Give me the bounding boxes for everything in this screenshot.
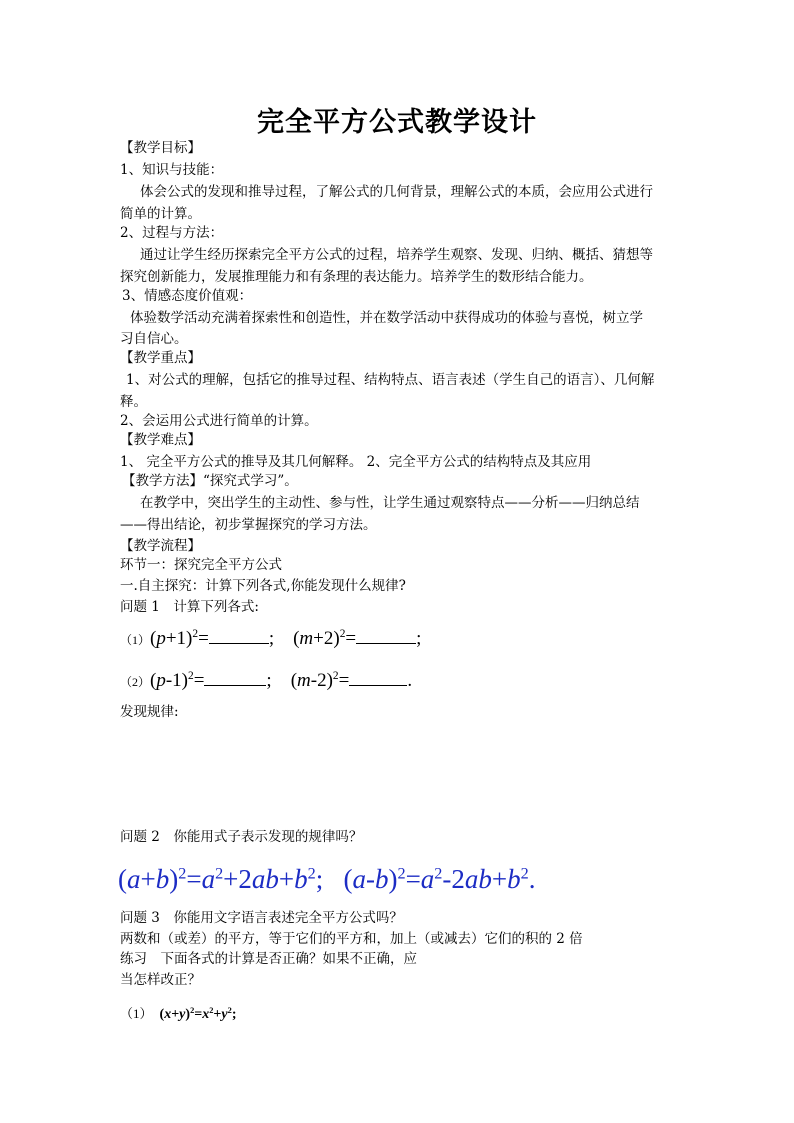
self-explore-prompt: 一.自主探究：计算下列各式,你能发现什么规律?: [120, 578, 406, 594]
method-line-2: ——得出结论，初步掌握探究的学习方法。: [120, 517, 377, 533]
key-points-heading: 【教学重点】: [120, 350, 201, 366]
practice-formula-1: （1） $(x+y)^2=x^2+y^2$;: [120, 1005, 237, 1022]
objective-2-heading: 2、过程与方法：: [120, 225, 224, 241]
row-2-label: （2）: [120, 675, 151, 689]
formula-row-2: $(2)(p-1)^2=$ ; $(m-2)^2=$ .: [120, 670, 413, 691]
flow-heading: 【教学流程】: [120, 538, 201, 554]
formula-row-1: $(1)(p+1)^2=$ ; $(m+2)^2=$ ;: [120, 628, 422, 649]
practice-1-label: （1）: [120, 1006, 153, 1021]
objective-2-line-2: 探究创新能力，发展推理能力和有条理的表达能力。培养学生的数形结合能力。: [120, 269, 593, 285]
objective-1-line-2: 简单的计算。: [120, 206, 201, 222]
difficulties-heading: 【教学难点】: [120, 432, 201, 448]
objective-3-line-2: 习自信心。: [120, 331, 188, 347]
difficulty-line-1: 1、 完全平方公式的推导及其几何解释。 2、完全平方公式的结构特点及其应用: [120, 454, 592, 470]
objective-1-heading: 1、知识与技能：: [120, 162, 224, 178]
practice-line-1: 练习 下面各式的计算是否正确？如果不正确，应: [120, 951, 417, 967]
question-1: 问题 1 计算下列各式:: [120, 599, 259, 615]
key-point-line-1: 1、对公式的理解，包括它的推导过程、结构特点、语言表述（学生自己的语言）、几何解: [126, 372, 655, 388]
method-heading: 【教学方法】“探究式学习”。: [122, 473, 298, 489]
objective-1-line-1: 体会公式的发现和推导过程，了解公式的几何背景，理解公式的本质，会应用公式进行: [140, 184, 653, 200]
practice-line-2: 当怎样改正？: [120, 972, 201, 988]
question-3: 问题 3 你能用文字语言表述完全平方公式吗？: [120, 910, 403, 926]
question-2: 问题 2 你能用式子表示发现的规律吗？: [120, 829, 363, 845]
method-line-1: 在教学中，突出学生的主动性、参与性，让学生通过观察特点——分析——归纳总结: [140, 495, 640, 511]
step-1-label: 环节一：探究完全平方公式: [120, 557, 282, 573]
key-point-line-3: 2、会运用公式进行简单的计算。: [120, 413, 318, 429]
perfect-square-formula: $(a+b)^2=a^2+2ab+b^2$; $(a-b)^2=a^2-2ab+b^2$.: [118, 864, 536, 894]
key-point-line-2: 释。: [120, 394, 147, 410]
question-3-answer: 两数和（或差）的平方，等于它们的平方和，加上（或减去）它们的积的 2 倍: [120, 931, 583, 947]
objective-3-heading: 3、情感态度价值观：: [122, 288, 253, 304]
discover-rule-label: 发现规律:: [120, 704, 179, 720]
objective-3-line-1: 体验数学活动充满着探索性和创造性，并在数学活动中获得成功的体验与喜悦，树立学: [130, 310, 643, 326]
page-title: 完全平方公式教学设计: [257, 107, 537, 138]
row-1-label: （1）: [120, 633, 151, 647]
objective-2-line-1: 通过让学生经历探索完全平方公式的过程，培养学生观察、发现、归纳、概括、猜想等: [140, 247, 653, 263]
objectives-heading: 【教学目标】: [120, 140, 201, 156]
